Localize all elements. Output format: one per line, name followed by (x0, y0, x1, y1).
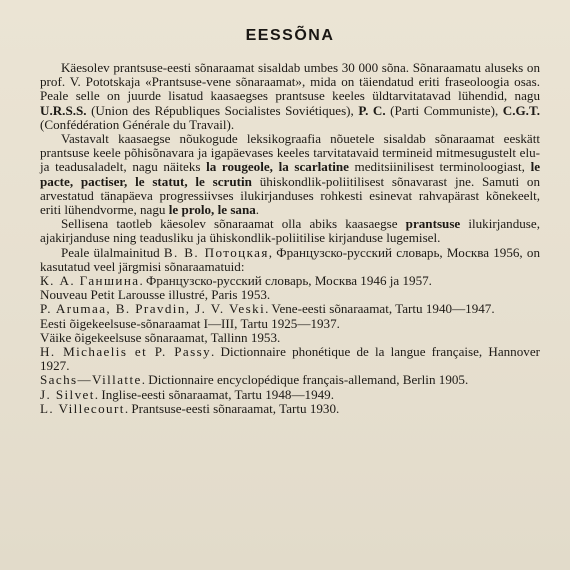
reference-author: J. Silvet (40, 386, 95, 402)
bold-term: la rougeole, la scarlatine (206, 159, 349, 175)
paragraph-2 (40, 132, 540, 217)
spaced-author: В. В. Потоцкая (163, 244, 269, 260)
reference-item (40, 373, 540, 387)
reference-text: . Inglise-eesti sõnaraamat, Tartu 1948—1949. (94, 386, 334, 402)
reference-item (40, 288, 540, 302)
reference-text: . Dictionnaire encyclopédique français-allemand, Berlin 1905. (141, 372, 469, 388)
text: meditsiinilisest terminoloogiast, (348, 159, 531, 175)
reference-text: . Prantsuse-eesti sõnaraamat, Tartu 1930. (124, 400, 340, 416)
paragraph-3 (40, 217, 540, 245)
reference-item (40, 302, 540, 316)
reference-text: Väike õigekeelsuse sõnaraamat, Tallinn 1953. (40, 329, 281, 345)
text: (Parti Communiste), (385, 102, 503, 118)
bold-term: le prolo, le sana (168, 202, 256, 218)
paragraph-1 (40, 61, 540, 132)
text: Vastavalt kaasaegse nõukogude leksikograafia nõuetele sisaldab sõnaraamat eeskätt prantsuse keele põhisõnavara ja igapäevases keeles tarvitatavaid termineid mitmesugustelt elu- ja teadusaladelt, nagu näiteks (40, 131, 540, 175)
text: ühiskondlik-poliitilisest sõnavarast jne. Samuti on arvestatud tänapäeva progressiivses ilukirjanduses rohkesti esinevat rahvapärast kõnekeelt, eriti lühendvorme, nagu (40, 173, 540, 218)
reference-author: К. А. Ганшина (40, 273, 140, 289)
reference-item (40, 317, 540, 331)
paragraph-4 (40, 246, 540, 274)
page-title: EESSÕNA (245, 27, 335, 44)
preface-body (40, 61, 540, 416)
reference-item (40, 274, 540, 288)
text: (Confédération Générale du Travail). (40, 116, 235, 132)
reference-item (40, 331, 540, 345)
bold-term: C.G.T. (502, 102, 540, 118)
reference-author: H. Michaelis et P. Passy (40, 344, 212, 360)
reference-author: P. Arumaa, B. Pravdin, J. V. Veski (40, 301, 266, 317)
reference-item (40, 388, 540, 402)
reference-text: Nouveau Petit Larousse illustré, Paris 1953. (40, 287, 271, 303)
reference-text: . Dictionnaire phonétique de la langue française, Hannover 1927. (40, 344, 540, 374)
bold-term: P. C. (358, 102, 386, 118)
text: , Французско-русский словарь, Москва 1956, on kasutatud veel järgmisi sõnaraamatuid: (40, 244, 540, 274)
bold-term: prantsuse (405, 216, 461, 232)
reference-text: . Французско-русский словарь, Москва 1946 ja 1957. (139, 273, 432, 289)
text: Peale ülalmainitud (60, 244, 164, 260)
bold-term: le pacte, pactiser, le statut, le scrutin (40, 159, 541, 189)
reference-author: L. Villecourt (40, 400, 125, 416)
reference-item (40, 402, 540, 416)
text: Sellisena taotleb käesolev sõnaraamat olla abiks kaasaegse (60, 216, 406, 232)
reference-list (40, 274, 540, 416)
reference-author: Sachs—Villatte (40, 372, 142, 388)
text: . (255, 202, 260, 218)
text: ilukirjanduse, ajakirjanduse ning teadusliku ja ühiskondlik-poliitilise kirjanduse lugemisel. (40, 216, 540, 246)
bold-term: U.R.S.S. (40, 102, 87, 118)
text: (Union des Républiques Socialistes Soviétiques), (86, 102, 359, 118)
reference-text: Eesti õigekeelsuse-sõnaraamat I—III, Tartu 1925—1937. (40, 315, 340, 331)
text: Käesolev prantsuse-eesti sõnaraamat sisaldab umbes 30 000 sõna. Sõnaraamatu aluseks on prof. V. Pototskaja «Prantsuse-vene sõnaraamat», mida on täiendatud eriti fraseoloogia osas. Peale selle on juurde lisatud kaasaegses prantsuse keeles üldtarvitatavad lühendid, nagu (40, 60, 540, 104)
reference-item (40, 345, 540, 373)
reference-text: . Vene-eesti sõnaraamat, Tartu 1940—1947. (265, 301, 495, 317)
